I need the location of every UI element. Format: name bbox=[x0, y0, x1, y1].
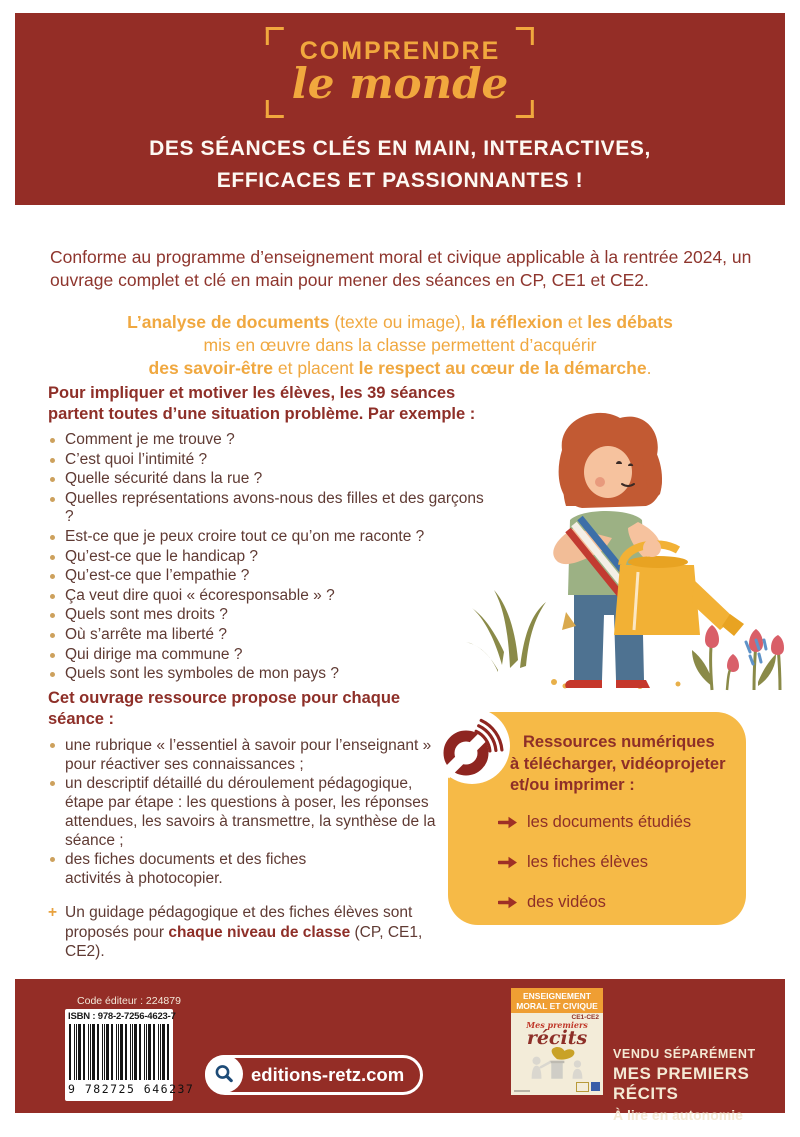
mini-cover-banner-line: ENSEIGNEMENT bbox=[522, 991, 591, 1001]
download-wifi-icon bbox=[434, 708, 510, 784]
mini-cover-series-title: récits bbox=[526, 1027, 588, 1049]
watering-woman-illustration bbox=[462, 390, 792, 695]
arrow-icon bbox=[498, 816, 518, 829]
highlight-bold: le respect au cœur de la démarche bbox=[358, 357, 647, 378]
headline bbox=[15, 133, 785, 197]
problem-item: Qui dirige ma commune ? bbox=[48, 646, 484, 665]
mini-cover-level: CE1-CE2 bbox=[571, 1014, 599, 1021]
problem-list bbox=[48, 431, 484, 684]
highlight-text: et bbox=[562, 311, 588, 332]
mini-cover-title bbox=[511, 1019, 603, 1049]
resource-item: des fiches documents et des fiches activités à photocopier. bbox=[48, 850, 357, 888]
mini-book-cover bbox=[511, 988, 603, 1095]
mini-cover-publisher-logos bbox=[576, 1082, 600, 1092]
problem-item: Où s’arrête ma liberté ? bbox=[48, 626, 484, 645]
mini-cover-banner bbox=[511, 988, 603, 1013]
digital-title-line: à télécharger, vidéoprojeter bbox=[510, 754, 726, 773]
problem-section-title: Pour impliquer et motiver les élèves, les 39 séances partent toutes d’une situation problème. Par exemple : bbox=[48, 384, 476, 423]
problem-item: Comment je me trouve ? bbox=[48, 431, 484, 450]
digital-item-label: les documents étudiés bbox=[527, 812, 692, 831]
publisher-code: Code éditeur : 224879 bbox=[77, 995, 181, 1007]
digital-items-list bbox=[498, 813, 746, 912]
isbn-label: ISBN : 978-2-7256-4623-7 bbox=[68, 1011, 176, 1022]
problem-item: Quelle sécurité dans la rue ? bbox=[48, 470, 484, 489]
highlight-text: et placent bbox=[273, 357, 359, 378]
plus-note bbox=[48, 903, 435, 962]
problem-item: Est-ce que je peux croire tout ce qu’on me raconte ? bbox=[48, 528, 484, 547]
highlight-text: mis en œuvre dans la classe permettent d’acquérir bbox=[203, 334, 597, 355]
resource-item: un descriptif détaillé du déroulement pédagogique, étape par étape : les questions à poser, les réponses attendues, les savoirs à transmettre, la synthèse de la séance ; bbox=[48, 774, 450, 850]
digital-item bbox=[498, 813, 746, 832]
logo-bracket-icon bbox=[516, 100, 534, 118]
search-icon bbox=[213, 1063, 235, 1085]
logo-bracket-icon bbox=[266, 100, 284, 118]
search-icon-circle bbox=[205, 1055, 243, 1093]
digital-title-line: Ressources numériques bbox=[523, 733, 715, 751]
mini-cover-banner-line: MORAL ET CIVIQUE bbox=[516, 1001, 598, 1011]
publisher-logo-icon bbox=[591, 1082, 600, 1091]
digital-item bbox=[498, 893, 746, 912]
headline-line-1: DES SÉANCES CLÉS EN MAIN, INTERACTIVES, bbox=[149, 137, 651, 160]
highlight-bold: L’analyse de documents bbox=[127, 311, 330, 332]
digital-item-label: les fiches élèves bbox=[527, 852, 649, 871]
sold-separately-title: MES PREMIERS RÉCITS bbox=[613, 1064, 750, 1103]
website-label: editions-retz.com bbox=[251, 1064, 405, 1085]
mini-cover-series: Mes premiers bbox=[526, 1020, 588, 1030]
arrow-icon bbox=[498, 896, 518, 909]
digital-item-label: des vidéos bbox=[527, 892, 606, 911]
intro-paragraph: Conforme au programme d’enseignement moral et civique applicable à la rentrée 2024, un ouvrage complet et clé en main pour mener des séances en CP, CE1 et CE2. bbox=[50, 246, 752, 290]
arrow-icon bbox=[498, 856, 518, 869]
problem-item: Quels sont les symboles de mon pays ? bbox=[48, 665, 484, 684]
plus-note-bold: chaque niveau de classe bbox=[168, 923, 351, 941]
header-panel bbox=[15, 13, 785, 205]
mini-cover-illustration bbox=[511, 1046, 603, 1082]
problem-item: Quels sont mes droits ? bbox=[48, 606, 484, 625]
resource-list bbox=[48, 736, 450, 888]
highlight-bold: des savoir-être bbox=[148, 357, 274, 378]
logo-bracket-icon bbox=[266, 27, 284, 45]
sold-separately-label: VENDU SÉPARÉMENT bbox=[613, 1047, 756, 1061]
barcode-digits: 9 782725 646237 bbox=[68, 1082, 195, 1096]
digital-title-line: et/ou imprimer : bbox=[510, 776, 635, 794]
logo-wordmark-script: le monde bbox=[291, 59, 509, 108]
highlight-text: (texte ou image), bbox=[329, 311, 471, 332]
plus-icon: + bbox=[48, 904, 58, 921]
problem-item: Qu’est-ce que le handicap ? bbox=[48, 548, 484, 567]
digital-box-title bbox=[510, 732, 730, 797]
headline-line-2: EFFICACES ET PASSIONNANTES ! bbox=[216, 169, 584, 192]
plus-note-text: Un guidage pédagogique et des fiches élèves sont proposés pour bbox=[65, 904, 413, 941]
sold-separately-subtitle: À lire en autonomie bbox=[613, 1107, 743, 1123]
resource-section-title: Cet ouvrage ressource propose pour chaque séance : bbox=[48, 689, 401, 728]
resource-item: une rubrique « l’essentiel à savoir pour l’enseignant » pour réactiver ses connaissances ; bbox=[48, 736, 450, 774]
resource-section bbox=[48, 688, 450, 977]
highlight-bold: la réflexion bbox=[470, 311, 563, 332]
website-pill[interactable] bbox=[205, 1055, 423, 1095]
mini-cover-author-mark bbox=[514, 1090, 530, 1092]
barcode bbox=[69, 1024, 169, 1080]
footer-panel bbox=[15, 979, 785, 1123]
highlight-bold: les débats bbox=[587, 311, 673, 332]
logo-bracket-icon bbox=[516, 27, 534, 45]
mini-cover-footer bbox=[511, 1082, 603, 1095]
digital-item bbox=[498, 853, 746, 872]
logo-wordmark-top: COMPRENDRE bbox=[299, 37, 501, 65]
problem-item: Ça veut dire quoi « écoresponsable » ? bbox=[48, 587, 484, 606]
problem-item: Quelles représentations avons-nous des filles et des garçons ? bbox=[48, 490, 484, 527]
highlight-text: . bbox=[646, 357, 652, 378]
brand-logo bbox=[266, 27, 534, 118]
digital-icon-circle bbox=[434, 708, 510, 784]
sold-separately-block bbox=[613, 1047, 785, 1123]
problem-section bbox=[48, 383, 484, 685]
barcode-block bbox=[65, 1009, 195, 1101]
publisher-logo-icon bbox=[576, 1082, 589, 1092]
problem-item: C’est quoi l’intimité ? bbox=[48, 451, 484, 470]
highlight-paragraph bbox=[0, 311, 800, 380]
digital-resources-box bbox=[448, 712, 746, 925]
problem-item: Qu’est-ce que l’empathie ? bbox=[48, 567, 484, 586]
plus-note-text: (CP, CE1, CE2). bbox=[65, 923, 423, 960]
